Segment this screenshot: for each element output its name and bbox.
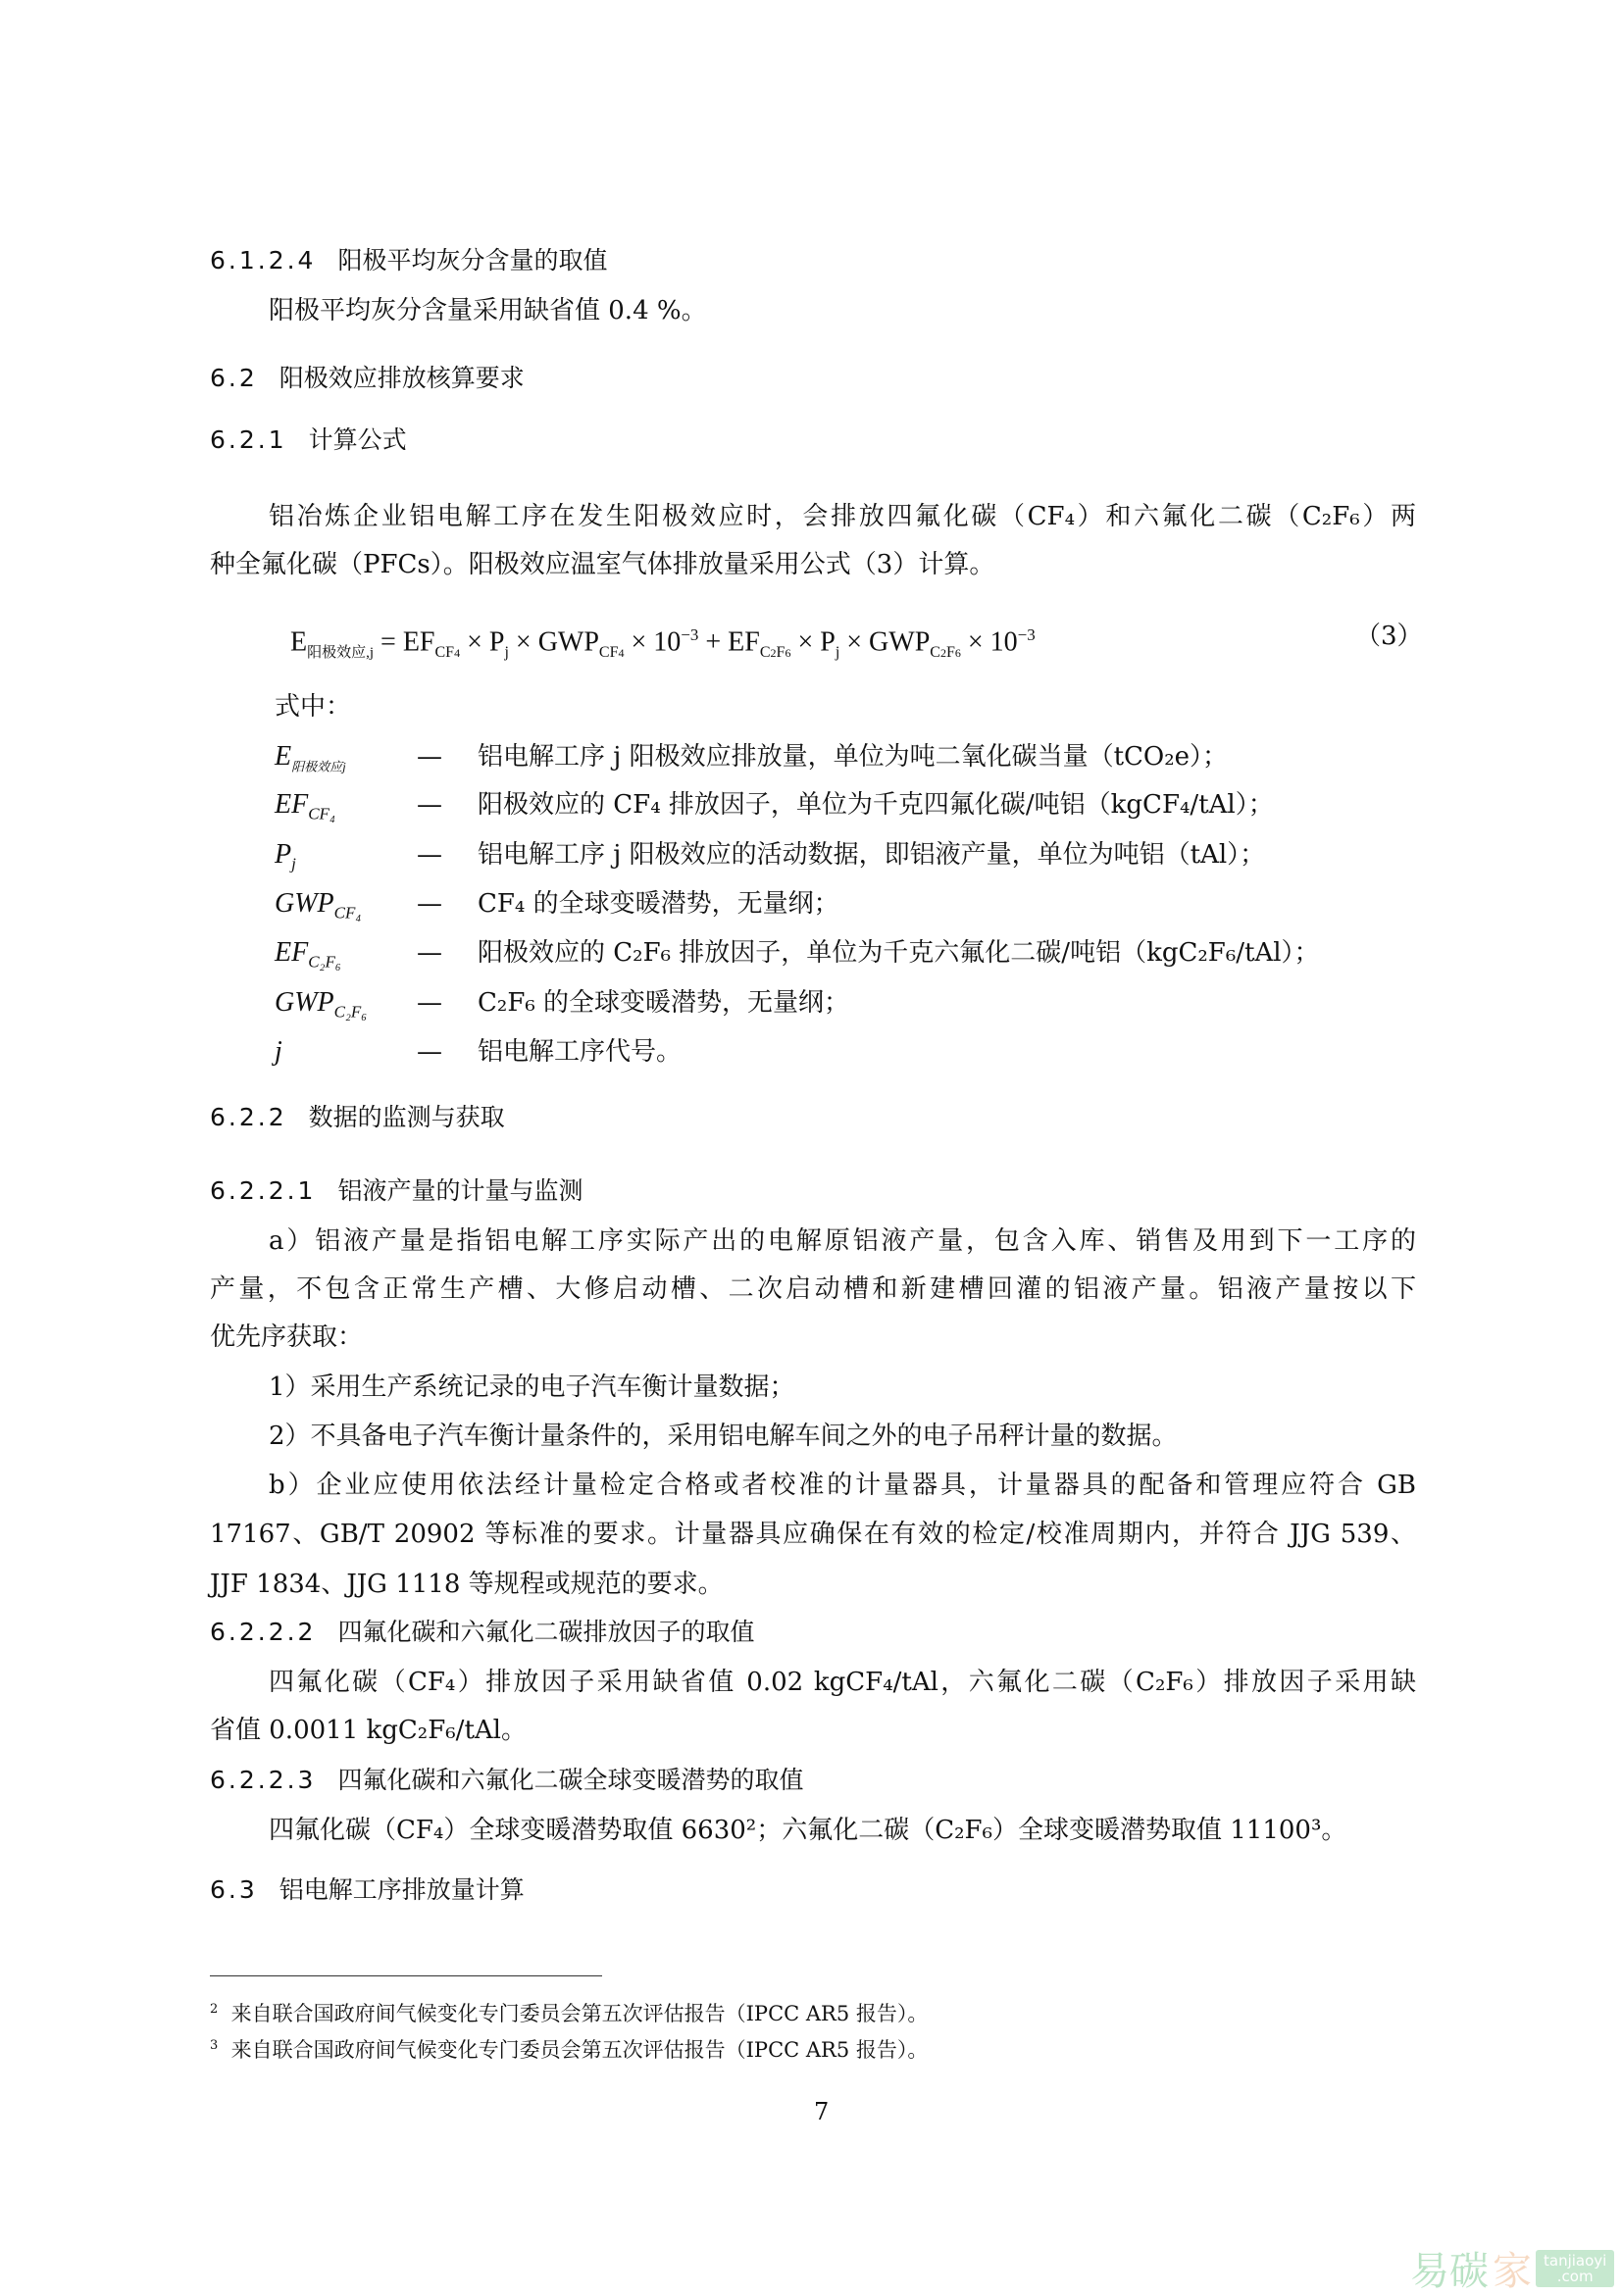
heading-6-3: 6.3 铝电解工序排放量计算	[210, 1875, 525, 1904]
definition-text: CF₄ 的全球变暖潜势，无量纲；	[478, 889, 839, 919]
heading-6-2-2-2: 6.2.2.2 四氟化碳和六氟化二碳排放因子的取值	[210, 1618, 755, 1646]
watermark-logo: 易碳 家 tanjiaoyi .com	[1410, 2240, 1614, 2296]
paragraph-line: 铝冶炼企业铝电解工序在发生阳极效应时，会排放四氟化碳（CF₄）和六氟化二碳（C₂F₆）两	[269, 502, 1416, 531]
formula-number: （3）	[1355, 622, 1423, 651]
paragraph-line: 17167、GB/T 20902 等标准的要求。计量器具应确保在有效的检定/校准周期内，并符合 JJG 539、	[210, 1520, 1416, 1549]
heading-6-2-2-3: 6.2.2.3 四氟化碳和六氟化二碳全球变暖潜势的取值	[210, 1766, 804, 1794]
paragraph-line: 产量，不包含正常生产槽、大修启动槽、二次启动槽和新建槽回灌的铝液产量。铝液产量按以下	[210, 1274, 1416, 1304]
definition-text: 阳极效应的 CF₄ 排放因子，单位为千克四氟化碳/吨铝（kgCF₄/tAl）；	[478, 790, 1274, 820]
symbol: $GWP_{C_2F_6}$	[275, 987, 368, 1022]
footnote: $^3$ 来自联合国政府间气候变化专门委员会第五次评估报告（IPCC AR5 报告）。	[210, 2038, 929, 2062]
symbol: $P_j$	[275, 839, 296, 873]
paragraph-line: 优先序获取：	[210, 1323, 364, 1352]
paragraph-line: 种全氟化碳（PFCs）。阳极效应温室气体排放量采用公式（3）计算。	[210, 550, 995, 579]
paragraph-line: 四氟化碳（CF₄）全球变暖潜势取值 6630²；六氟化二碳（C₂F₆）全球变暖潜势取值 11100³。	[269, 1816, 1347, 1845]
dash: —	[417, 1037, 442, 1067]
heading-6-2-2: 6.2.2 数据的监测与获取	[210, 1103, 505, 1131]
paragraph-line: JJF 1834、JJG 1118 等规程或规范的要求。	[210, 1570, 724, 1599]
heading-6-1-2-4: 6.1.2.4 阳极平均灰分含量的取值	[210, 246, 608, 275]
paragraph: 阳极平均灰分含量采用缺省值 0.4 %。	[269, 296, 707, 325]
dash: —	[417, 889, 442, 919]
symbol: $EF_{CF_4}$	[275, 789, 335, 824]
heading-6-2-1: 6.2.1 计算公式	[210, 425, 407, 454]
dash: —	[417, 790, 442, 820]
paragraph-line: 四氟化碳（CF₄）排放因子采用缺省值 0.02 kgCF₄/tAl，六氟化二碳（C₂F₆）排放因子采用缺	[269, 1668, 1416, 1697]
dash: —	[417, 840, 442, 870]
definition-text: 铝电解工序 j 阳极效应的活动数据，即铝液产量，单位为吨铝（tAl）；	[478, 840, 1266, 870]
definition-text: 铝电解工序代号。	[478, 1037, 683, 1067]
heading-6-2: 6.2 阳极效应排放核算要求	[210, 364, 525, 392]
symbol: $E_{阳极效应j}$	[275, 741, 346, 774]
page-number: 7	[814, 2098, 830, 2125]
dash: —	[417, 742, 442, 772]
definition-text: 铝电解工序 j 阳极效应排放量，单位为吨二氧化碳当量（tCO₂e）；	[478, 742, 1229, 772]
symbol: j	[275, 1036, 282, 1067]
footnote: $^2$ 来自联合国政府间气候变化专门委员会第五次评估报告（IPCC AR5 报告）。	[210, 2002, 929, 2025]
where-label: 式中：	[275, 692, 352, 722]
dash: —	[417, 938, 442, 968]
list-item: 2）不具备电子汽车衡计量条件的，采用铝电解车间之外的电子吊秤计量的数据。	[269, 1422, 1178, 1451]
dash: —	[417, 988, 442, 1018]
watermark-badge: tanjiaoyi .com	[1536, 2250, 1614, 2287]
list-item: 1）采用生产系统记录的电子汽车衡计量数据；	[269, 1373, 795, 1402]
symbol: $EF_{C_2F_6}$	[275, 937, 341, 972]
definition-text: C₂F₆ 的全球变暖潜势，无量纲；	[478, 988, 850, 1018]
heading-6-2-2-1: 6.2.2.1 铝液产量的计量与监测	[210, 1176, 583, 1205]
footnote-divider	[210, 1975, 602, 1976]
paragraph-line: 省值 0.0011 kgC₂F₆/tAl。	[210, 1716, 527, 1745]
paragraph-line: b）企业应使用依法经计量检定合格或者校准的计量器具，计量器具的配备和管理应符合 GB	[269, 1471, 1416, 1500]
symbol: $GWP_{CF_4}$	[275, 888, 362, 923]
formula-3: $E_{阳极效应,j} = EF_{CF4} \times P_j \times GWP_{CF4} \times 10^{-3} + EF_{C2F6} \times P_j \times GWP_{C2F6} \times 10^{-3}$	[290, 625, 1036, 661]
definition-text: 阳极效应的 C₂F₆ 排放因子，单位为千克六氟化二碳/吨铝（kgC₂F₆/tAl）；	[478, 938, 1320, 968]
paragraph-line: a）铝液产量是指铝电解工序实际产出的电解原铝液产量，包含入库、销售及用到下一工序的	[269, 1226, 1416, 1256]
